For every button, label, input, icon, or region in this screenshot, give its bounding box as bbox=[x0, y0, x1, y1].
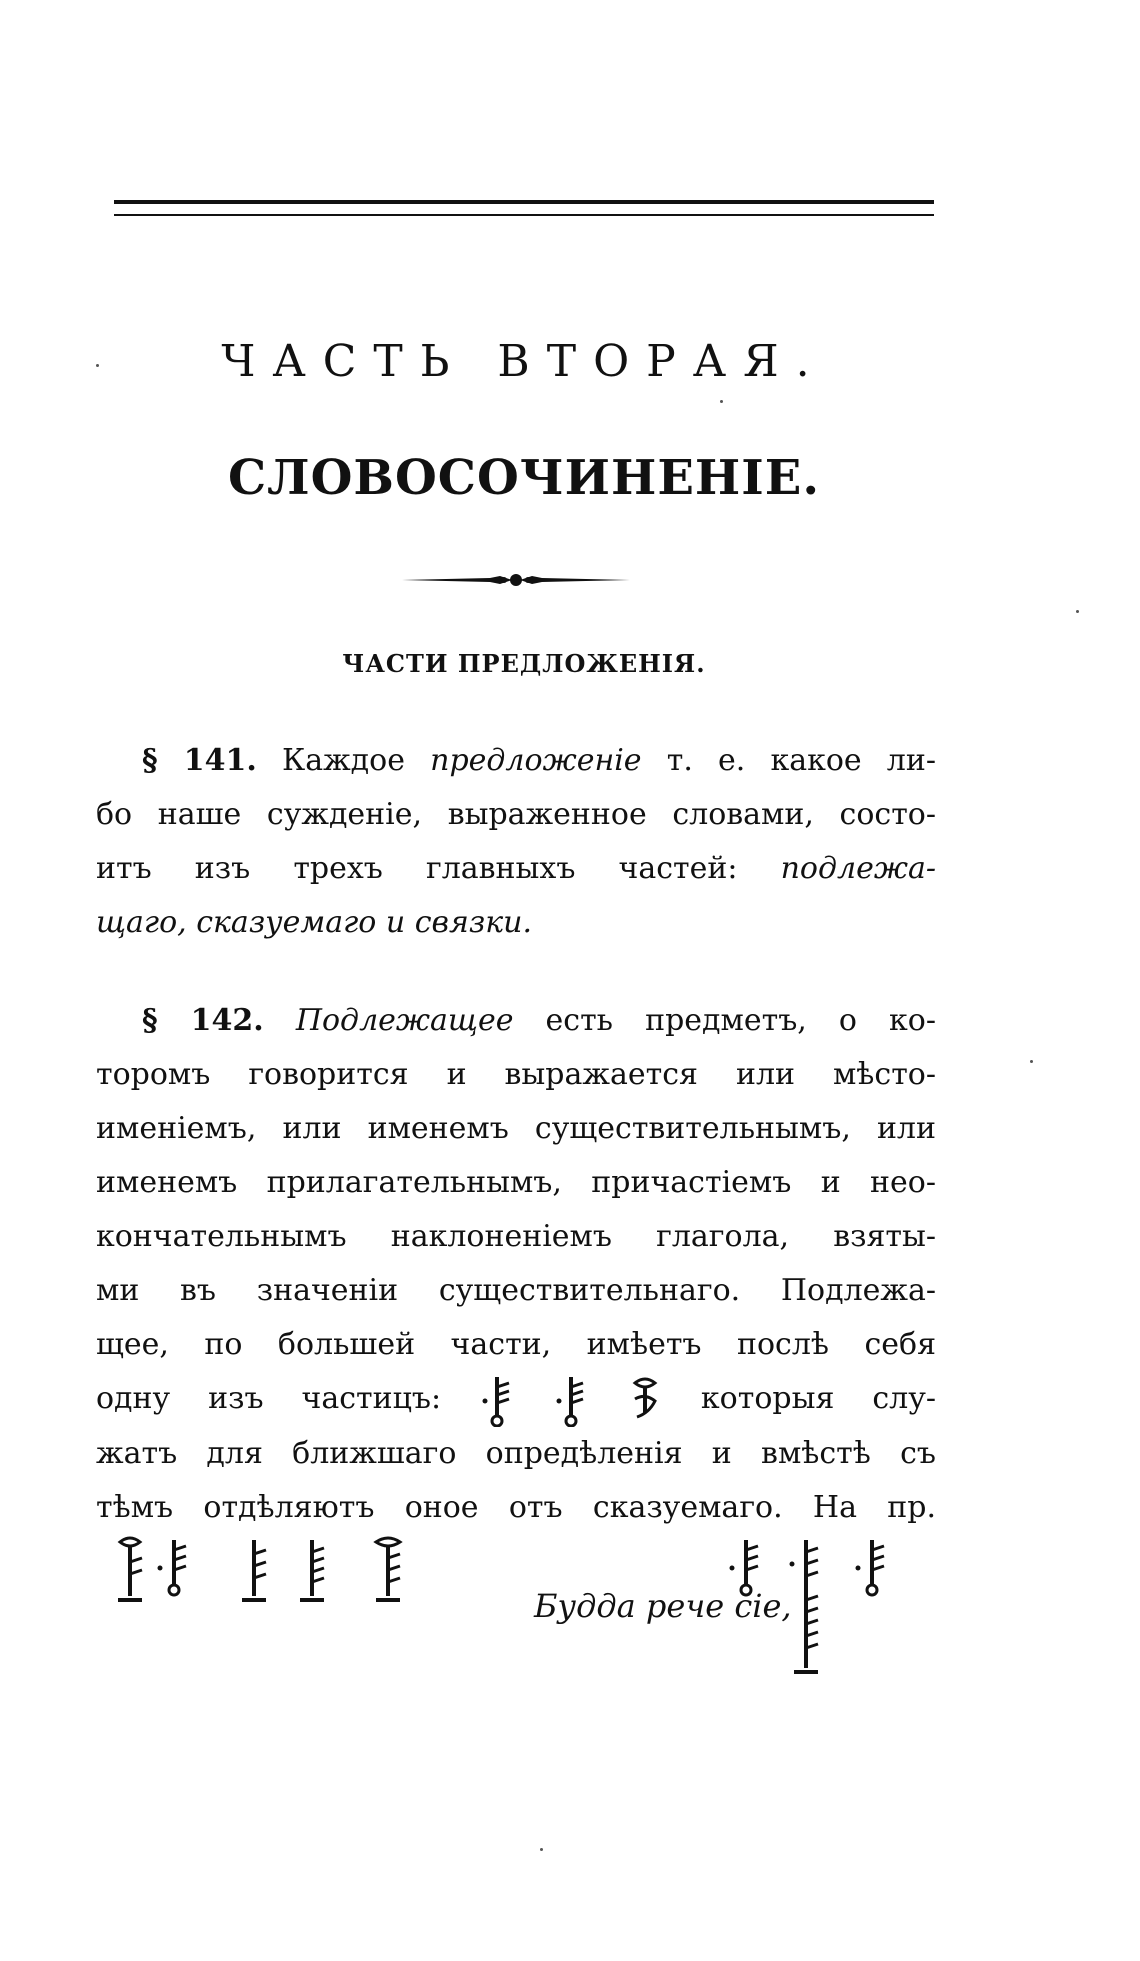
p142-line-1 bbox=[96, 994, 936, 1048]
italic-term: Подлежащее bbox=[295, 1003, 514, 1038]
mongolian-word-icon bbox=[366, 1534, 410, 1614]
section-number: § 141. bbox=[142, 743, 257, 778]
scan-speck bbox=[720, 400, 723, 403]
mongolian-particle-icon bbox=[627, 1373, 663, 1427]
p142-line-5: кончательнымъ наклоненіемъ глагола, взяты- bbox=[96, 1219, 936, 1254]
text: Каждое bbox=[281, 743, 405, 778]
scan-speck bbox=[1030, 1060, 1033, 1063]
p141-line-3 bbox=[96, 842, 936, 896]
p141-line-4 bbox=[96, 896, 936, 950]
header-rule-thick bbox=[114, 200, 934, 204]
mongolian-particle-icon bbox=[852, 1534, 892, 1598]
part-title: ЧАСТЬ ВТОРАЯ. bbox=[221, 336, 827, 387]
p142-line-6: ми въ значеніи существительнаго. Подлежа- bbox=[96, 1273, 936, 1308]
italic-term: и bbox=[385, 905, 406, 940]
paragraph-141 bbox=[96, 734, 936, 950]
mongolian-word-icon bbox=[110, 1534, 150, 1614]
p141-line-1 bbox=[96, 734, 936, 788]
text: есть предметъ, о ко- bbox=[545, 1003, 936, 1038]
example-line bbox=[96, 1534, 936, 1684]
mongolian-word-icon bbox=[786, 1534, 826, 1684]
italic-term: щаго, сказуемаго bbox=[96, 905, 377, 940]
subheading: ЧАСТИ ПРЕДЛОЖЕНІЯ. bbox=[342, 649, 706, 678]
text: которыя слу- bbox=[700, 1381, 936, 1416]
mongolian-particle-icon bbox=[553, 1373, 589, 1427]
text: т. е. какое ли- bbox=[666, 743, 936, 778]
text: одну изъ частицъ: bbox=[96, 1381, 442, 1416]
mongolian-particle-icon bbox=[479, 1373, 515, 1427]
p142-line-8 bbox=[96, 1372, 936, 1427]
p141-line-2: бо наше сужденіе, выраженное словами, состо- bbox=[96, 797, 936, 832]
p142-line-3: именіемъ, или именемъ существительнымъ, или bbox=[96, 1111, 936, 1146]
section-title: СЛОВОСОЧИНЕНІЕ. bbox=[227, 450, 821, 506]
paragraph-142 bbox=[96, 994, 936, 1535]
p142-line-2: торомъ говорится и выражается или мѣсто- bbox=[96, 1057, 936, 1092]
section-number: § 142. bbox=[142, 1003, 264, 1038]
italic-term: подлежа- bbox=[780, 851, 936, 886]
p142-line-7: щее, по большей части, имѣетъ послѣ себя bbox=[96, 1327, 936, 1362]
example-translation: Будда рече сіе, bbox=[534, 1587, 792, 1625]
mongolian-word-icon bbox=[292, 1534, 332, 1614]
scan-speck bbox=[96, 364, 99, 367]
p142-line-9: жатъ для ближшаго опредѣленія и вмѣстѣ съ bbox=[96, 1436, 936, 1471]
p142-line-10: тѣмъ отдѣляютъ оное отъ сказуемаго. На пр. bbox=[96, 1490, 936, 1525]
header-rule-thin bbox=[114, 214, 934, 216]
italic-term: связки. bbox=[414, 905, 532, 940]
ornament-divider bbox=[400, 568, 632, 592]
mongolian-particle-icon bbox=[726, 1534, 766, 1598]
scan-speck bbox=[540, 1848, 543, 1851]
mongolian-word-icon bbox=[234, 1534, 274, 1614]
italic-term: предложеніе bbox=[430, 743, 642, 778]
p142-line-4: именемъ прилагательнымъ, причастіемъ и нео- bbox=[96, 1165, 936, 1200]
text: итъ изъ трехъ главныхъ частей: bbox=[96, 851, 738, 886]
mongolian-particle-icon bbox=[154, 1534, 194, 1598]
scan-speck bbox=[1076, 610, 1079, 613]
